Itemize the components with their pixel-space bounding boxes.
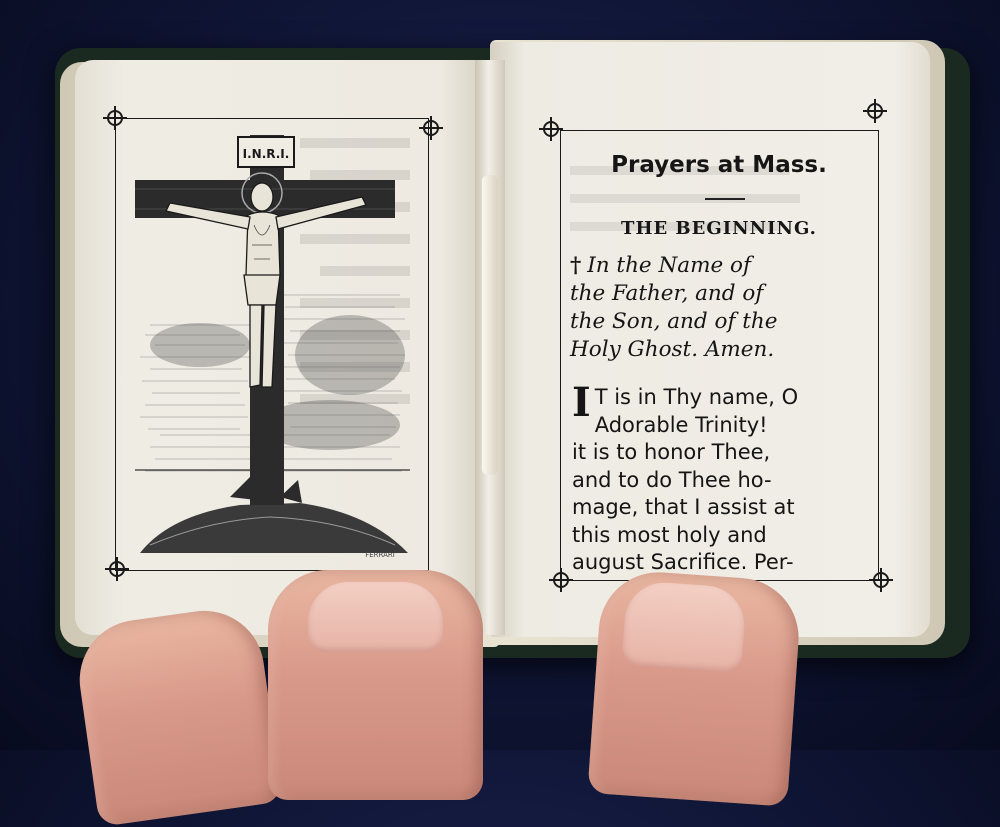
invocation-line: Holy Ghost. Amen. xyxy=(570,337,775,362)
index-finger xyxy=(268,570,483,800)
corner-ornament-icon xyxy=(548,567,574,593)
thumb-left xyxy=(72,603,283,827)
engraver-signature: FERRARI xyxy=(365,551,395,559)
prayer-line: mage, that I assist at xyxy=(572,495,795,519)
corner-ornament-icon xyxy=(538,116,564,142)
torn-page-stub xyxy=(482,175,498,475)
prayer-line: it is to honor Thee, xyxy=(572,440,771,464)
corner-ornament-icon xyxy=(102,105,128,131)
fingernail xyxy=(308,582,443,652)
corner-ornament-icon xyxy=(104,556,130,582)
invocation-line: † In the Name of xyxy=(570,253,751,278)
consecration-cross-icon: † xyxy=(570,253,582,278)
prayer-line: this most holy and xyxy=(572,522,767,547)
thumb-right xyxy=(587,568,802,806)
prayer-body xyxy=(572,379,862,577)
corner-ornament-icon xyxy=(868,567,894,593)
inri-plaque-text: I.N.R.I. xyxy=(242,147,290,161)
corner-ornament-icon xyxy=(418,115,444,141)
invocation-line: the Father, and of xyxy=(570,281,764,306)
prayer-line: Adorable Trinity! xyxy=(594,412,768,437)
section-heading: THE BEGINNING. xyxy=(621,218,817,239)
page-title: Prayers at Mass. xyxy=(611,152,827,178)
title-divider xyxy=(705,198,745,200)
invocation-line: the Son, and of the xyxy=(570,309,778,334)
corner-ornament-icon xyxy=(862,98,888,124)
prayer-line: T is in Thy name, O xyxy=(594,385,799,409)
invocation-text xyxy=(570,252,862,364)
prayer-line: august Sacrifice. Per- xyxy=(572,550,794,574)
fingernail xyxy=(621,580,747,673)
prayer-line: and to do Thee ho- xyxy=(572,467,772,492)
crucifix-engraving xyxy=(130,125,415,560)
drop-cap: I xyxy=(572,379,591,426)
